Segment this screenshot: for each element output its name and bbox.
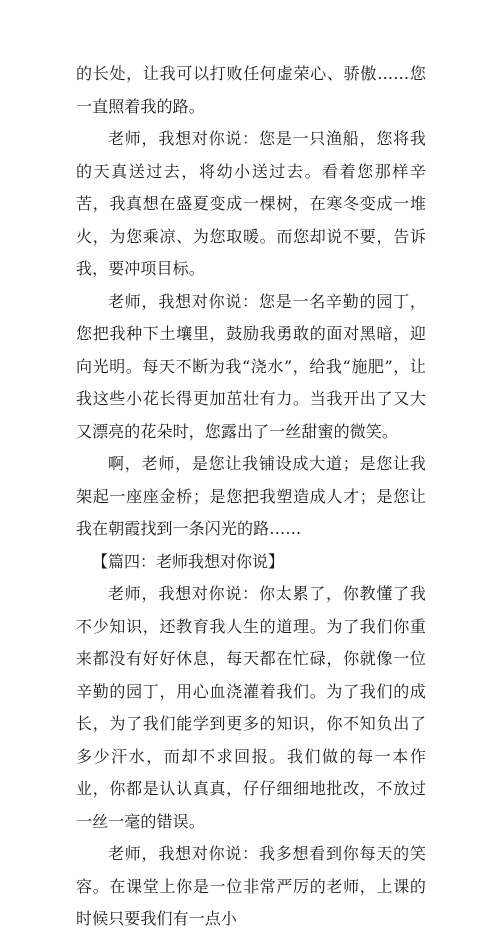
paragraph-6: 老师，我想对你说：我多想看到你每天的笑容。在课堂上你是一位非常严厉的老师，上课的时候只要我们有一点小 [76, 844, 426, 928]
document-page [76, 58, 426, 936]
paragraph-1: 的长处，让我可以打败任何虚荣心、骄傲……您一直照着我的路。 [76, 64, 426, 116]
paragraph-5: 老师，我想对你说：你太累了，你教懂了我不少知识，还教育我人生的道理。为了我们你重来都没有好好休息，每天都在忙碌，你就像一位辛勤的园丁，用心血浇灌着我们。为了我们的成长，为了我们能学到更多的知识，你不知负出了多少汗水，而却不求回报。我们做的每一本作业，你都是认认真真，仔仔细细地批改，不放过一丝一毫的错误。 [76, 584, 426, 831]
paragraph-3: 老师，我想对你说：您是一名辛勤的园丁，您把我种下土壤里，鼓励我勇敢的面对黑暗，迎向光明。每天不断为我“浇水”，给我“施肥”，让我这些小花长得更加茁壮有力。当我开出了又大又漂亮的花朵时，您露出了一丝甜蜜的微笑。 [76, 291, 426, 441]
paragraph-4: 啊，老师，是您让我铺设成大道；是您让我架起一座座金桥；是您把我塑造成人才；是您让我在朝霞找到一条闪光的路…… [76, 454, 426, 538]
paragraph-2: 老师，我想对你说：您是一只渔船，您将我的天真送过去，将幼小送过去。看着您那样辛苦，我真想在盛夏变成一棵树，在寒冬变成一堆火，为您乘凉、为您取暖。而您却说不要，告诉我，要冲项目标。 [76, 129, 426, 278]
section-heading: 【篇四：老师我想对你说】 [92, 551, 285, 571]
